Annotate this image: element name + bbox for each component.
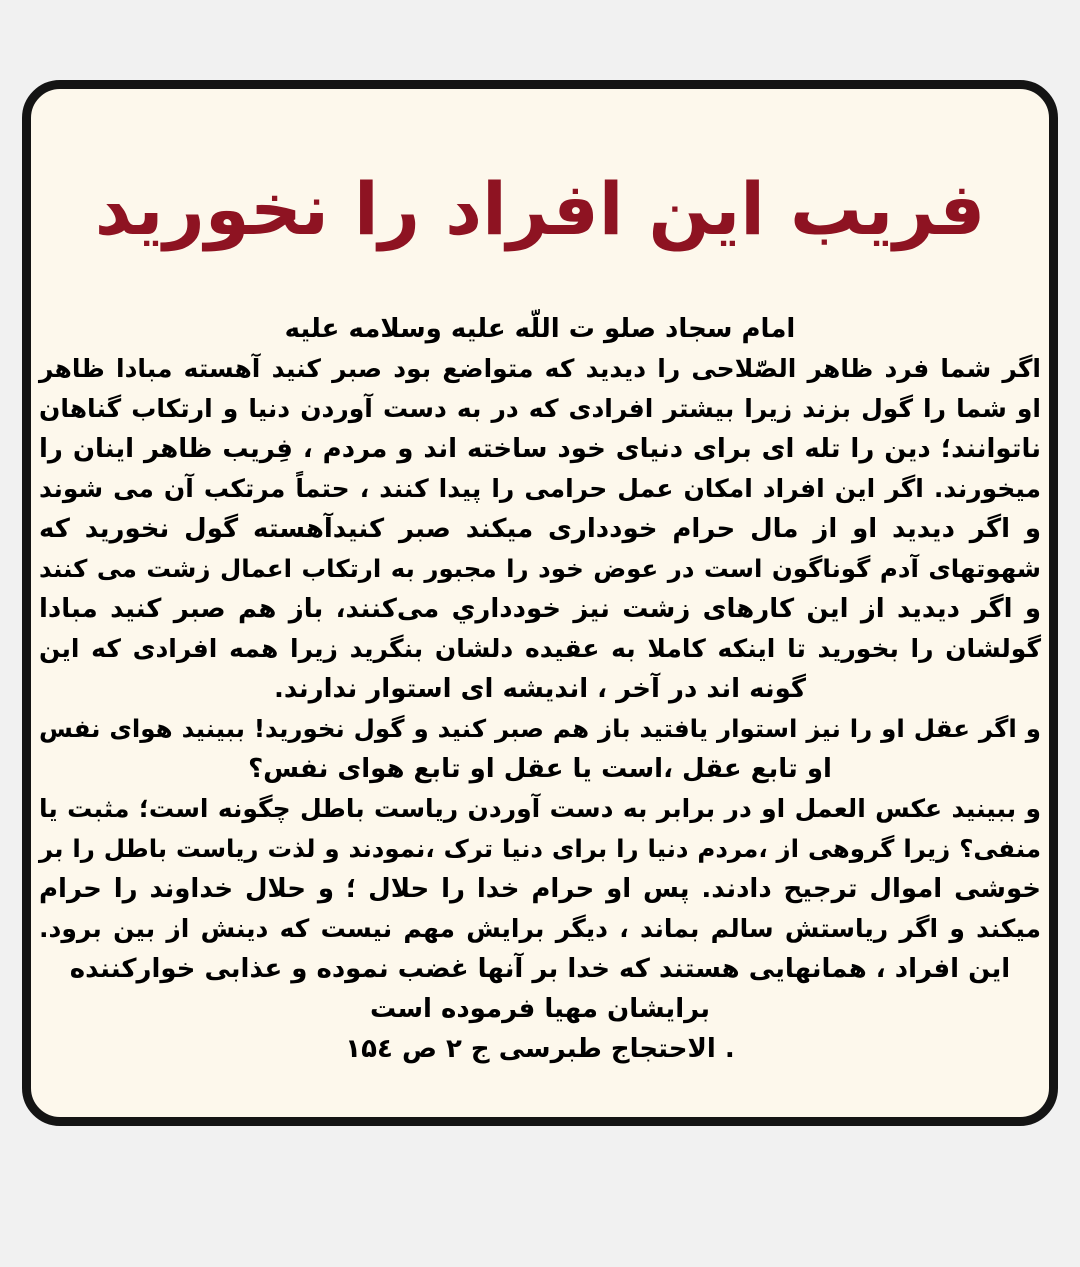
document-title: فریب این افراد را نخورید [94,167,986,251]
text-line: این افراد ، همانهایی هستند که خدا بر آنها غضب نموده و عذابی خوارکننده [69,954,1011,984]
text-line: میخورند. اگر این افراد امکان عمل حرامی را پیدا کنند ، حتماً مرتکب آن می شوند [39,474,1041,503]
text-line: ناتوانند؛ دین را تله ای برای دنیای خود ساخته اند و مردم ، فِریب ظاهر اینان را [39,434,1041,464]
text-line: و اگر دیدید از این کارهای زشت نیز خودداري می‌کنند، باز هم صبر کنید مبادا [39,594,1041,624]
citation: . الاحتجاج طبرسی ج ۲ ص ۱۵٤ [345,1034,735,1064]
text-line: گولشان را بخورید تا اینکه کاملا به عقیده دلشان بنگرید زیرا همه افرادی که این [39,634,1041,663]
text-line: و اگر دیدید او از مال حرام خودداری میکند صبر کنیدآهسته گول نخورید که [39,514,1041,544]
text-line: و اگر عقل او را نیز استوار یافتید باز هم صبر کنید و گول نخورید! ببینید هوای نفس [39,714,1041,743]
text-line: او تابع عقل ،است یا عقل او تابع هوای نفس؟ [248,754,832,784]
text-line: او شما را گول بزند زیرا بیشتر افرادی که در به دست آوردن دنیا و ارتکاب گناهان [39,394,1041,423]
text-line: میکند و اگر ریاستش سالم بماند ، دیگر برایش مهم نیست که دینش از بین برود. [39,914,1041,943]
text-line: برایشان مهیا فرموده است [369,994,711,1024]
document-body [39,309,1041,1069]
document-frame [22,80,1058,1126]
text-line: خوشی اموال ترجیح دادند. پس او حرام خدا را حلال ؛ و حلال خداوند را حرام [39,874,1041,904]
text-line: و ببینید عکس العمل او در برابر به دست آوردن ریاست باطل چگونه است؛ مثبت یا [39,794,1041,823]
text-line: گونه اند در آخر ، اندیشه ای استوار ندارند. [273,674,807,704]
text-line: امام سجاد صلو ت اللّه علیه وسلامه علیه [284,314,796,344]
text-line: شهوتهای آدم گوناگون است در عوض خود را مجبور به ارتکاب اعمال زشت می کنند [39,554,1041,583]
text-line: اگر شما فرد ظاهر الصّلاحی را دیدید که متواضع بود صبر کنید آهسته مبادا ظاهر [39,354,1041,383]
text-line: منفی؟ زیرا گروهی از ،مردم دنیا را برای دنیا ترک ،نمودند و لذت ریاست باطل را بر [39,834,1041,863]
